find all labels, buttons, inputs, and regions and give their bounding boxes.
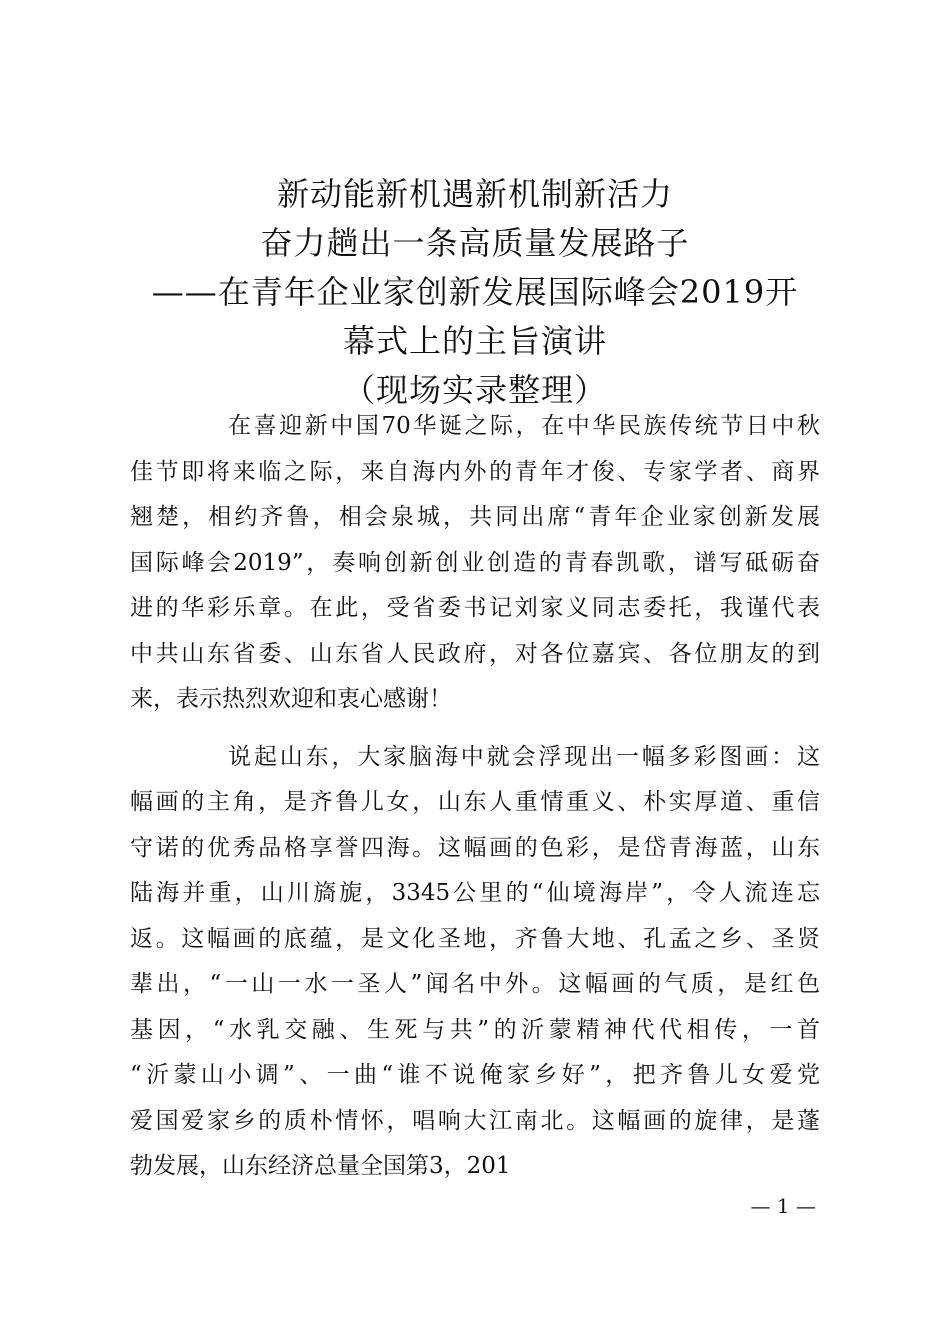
paragraph-1-line: 国际峰会2019”，奏响创新创业创造的青春凯歌，谱写砥砺奋 [130,549,820,576]
title-line-5: （现场实录整理） [342,371,607,409]
paragraph-2-line: 爱国爱家乡的质朴情怀，唱响大江南北。这幅画的旋律，是蓬 [130,1107,820,1134]
title-line-4: 幕式上的主旨演讲 [342,322,607,360]
paragraph-1-line: 进的华彩乐章。在此，受省委书记刘家义同志委托，我谨代表 [130,595,820,621]
paragraph-2-line: 说起山东，大家脑海中就会浮现出一幅多彩图画：这 [228,743,820,770]
paragraph-spacer [130,723,820,735]
paragraph-2-line: 勃发展，山东经济总量全国第3，201 [130,1153,511,1179]
paragraph-1-line: 来，表示热烈欢迎和衷心感谢！ [130,686,452,712]
page-number: — 1 — [750,1194,816,1218]
paragraph-1-line: 翘楚，相约齐鲁，相会泉城，共同出席“青年企业家创新发展 [130,504,820,530]
document-title [120,170,830,415]
title-line-3: ——在青年企业家创新发展国际峰会2019开 [151,273,799,311]
title-line-1: 新动能新机遇新机制新活力 [276,175,673,213]
paragraph-1-line: 中共山东省委、山东省人民政府，对各位嘉宾、各位朋友的到 [130,640,820,667]
paragraph-1 [130,404,820,723]
paragraph-2-line: 返。这幅画的底蕴，是文化圣地，齐鲁大地、孔孟之乡、圣贤 [130,925,820,952]
paragraph-2-line: 基因，“水乳交融、生死与共”的沂蒙精神代代相传，一首 [130,1016,820,1043]
paragraph-2-line: “沂蒙山小调”、一曲“谁不说俺家乡好”，把齐鲁儿女爱党 [130,1062,820,1088]
title-line-2: 奋力趟出一条高质量发展路子 [260,224,690,262]
paragraph-2 [130,735,820,1190]
paragraph-2-line: 辈出，“一山一水一圣人”闻名中外。这幅画的气质，是红色 [130,971,820,997]
document-body [130,404,820,1190]
paragraph-2-line: 陆海并重，山川旖旎，3345公里的“仙境海岸”，令人流连忘 [130,880,820,906]
paragraph-1-line: 佳节即将来临之际，来自海内外的青年才俊、专家学者、商界 [130,458,820,485]
paragraph-2-line: 守诺的优秀品格享誉四海。这幅画的色彩，是岱青海蓝，山东 [130,834,820,861]
paragraph-2-line: 幅画的主角，是齐鲁儿女，山东人重情重义、朴实厚道、重信 [130,789,820,815]
paragraph-1-line: 在喜迎新中国70华诞之际，在中华民族传统节日中秋 [228,413,820,439]
